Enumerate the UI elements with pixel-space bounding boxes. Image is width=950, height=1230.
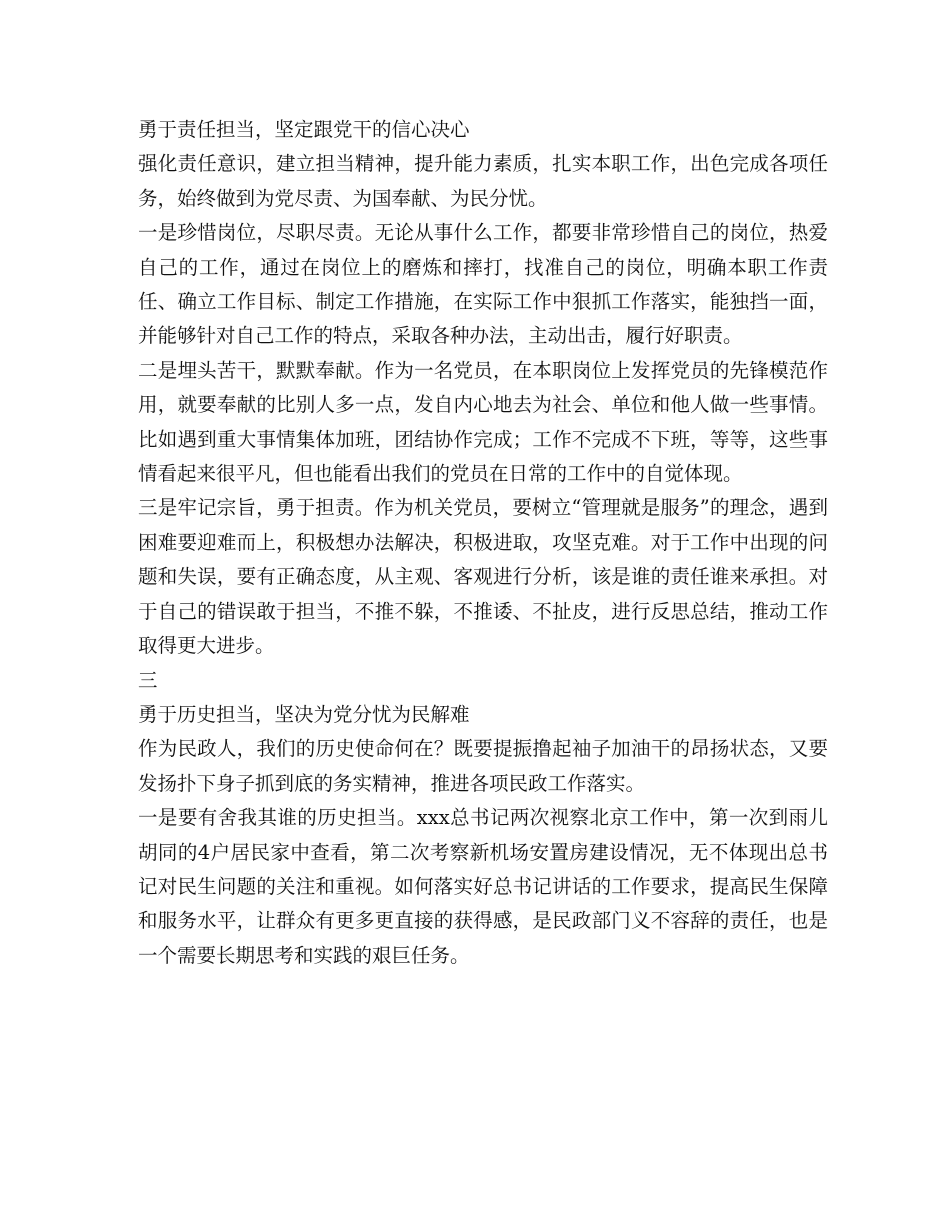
paragraph: 一是要有舍我其谁的历史担当。xxx总书记两次视察北京工作中，第一次到雨儿胡同的4户居民家中查看，第二次考察新机场安置房建设情况，无不体现出总书记对民生问题的关注和重视。如何落实好总书记讲话的工作要求，提高民生保障和服务水平，让群众有更多更直接的获得感，是民政部门义不容辞的责任，也是一个需要长期思考和实践的艰巨任务。 [138, 806, 828, 967]
paragraph: 作为民政人，我们的历史使命何在？既要提振撸起袖子加油干的昂扬状态，又要发扬扑下身子抓到底的务实精神，推进各项民政工作落实。 [138, 737, 828, 795]
document-body [138, 113, 828, 973]
paragraph: 一是珍惜岗位，尽职尽责。无论从事什么工作，都要非常珍惜自己的岗位，热爱自己的工作，通过在岗位上的磨炼和摔打，找准自己的岗位，明确本职工作责任、确立工作目标、制定工作措施，在实际工作中狠抓工作落实，能独挡一面，并能够针对自己工作的特点，采取各种办法，主动出击，履行好职责。 [138, 221, 828, 348]
paragraph: 三是牢记宗旨，勇于担责。作为机关党员，要树立“管理就是服务”的理念，遇到困难要迎难而上，积极想办法解决，积极进取，攻坚克难。对于工作中出现的问题和失误，要有正确态度，从主观、客观进行分析，该是谁的责任谁来承担。对于自己的错误敢于担当，不推不躲，不推诿、不扯皮，进行反思总结，推动工作取得更大进步。 [138, 496, 828, 658]
paragraph: 二是埋头苦干，默默奉献。作为一名党员，在本职岗位上发挥党员的先锋模范作用，就要奉献的比别人多一点，发自内心地去为社会、单位和他人做一些事情。比如遇到重大事情集体加班，团结协作完成；工作不完成不下班，等等，这些事情看起来很平凡，但也能看出我们的党员在日常的工作中的自觉体现。 [138, 358, 828, 486]
section-heading: 勇于责任担当，坚定跟党干的信心决心 [138, 118, 470, 141]
section-number: 三 [138, 668, 158, 692]
section-heading: 勇于历史担当，坚决为党分忧为民解难 [138, 702, 470, 726]
paragraph: 强化责任意识，建立担当精神，提升能力素质，扎实本职工作，出色完成各项任务，始终做到为党尽责、为国奉献、为民分忧。 [138, 152, 828, 210]
